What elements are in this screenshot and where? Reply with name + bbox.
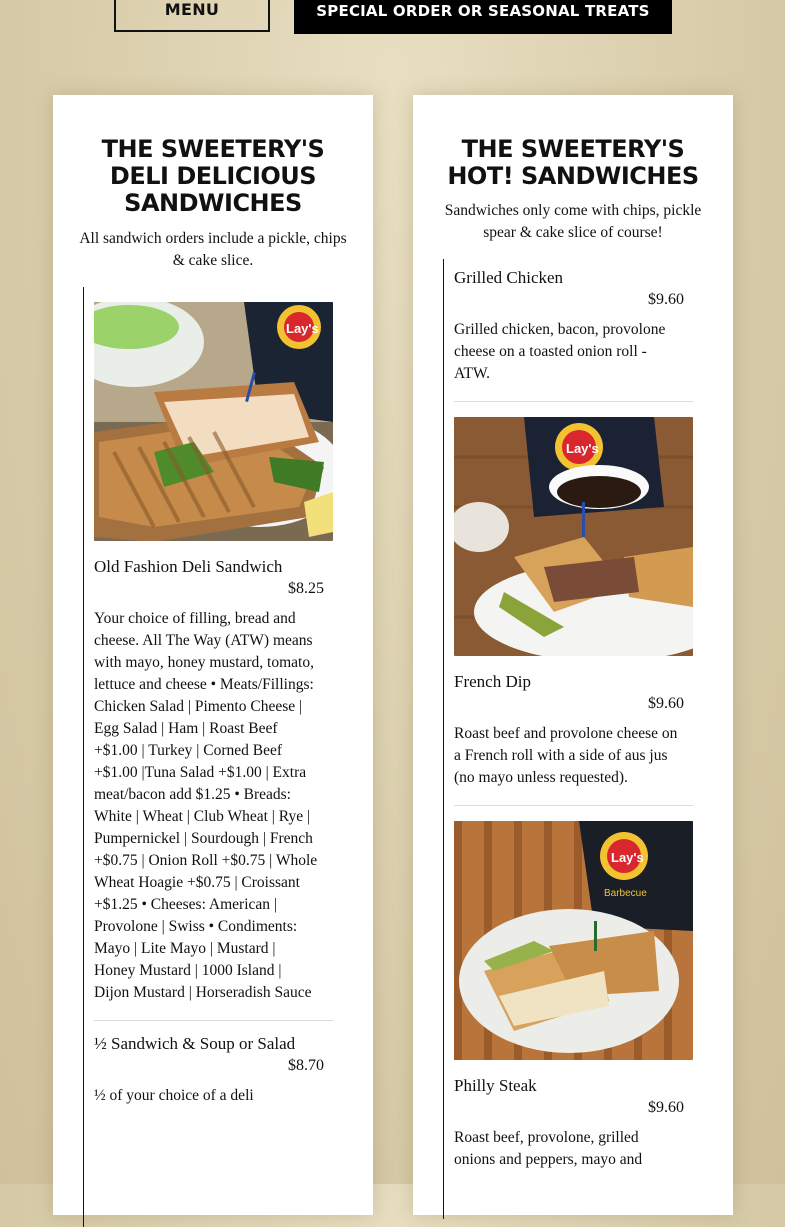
item-price: $8.25 xyxy=(288,580,324,597)
top-tab-bar xyxy=(0,0,785,34)
hot-section-subtitle: Sandwiches only come with chips, pickle spear & cake slice of course! xyxy=(444,202,702,241)
item-name: Grilled Chicken xyxy=(454,268,564,287)
menu-item-half-sandwich[interactable] xyxy=(84,1033,334,1107)
item-description: ½ of your choice of a deli xyxy=(94,1087,254,1104)
chips-brand-label: Lay's xyxy=(286,321,319,336)
chips-brand-label: Lay's xyxy=(611,850,644,865)
item-price: $9.60 xyxy=(648,291,684,308)
menu-item-philly-steak[interactable] xyxy=(444,821,694,1171)
deli-section-subtitle: All sandwich orders include a pickle, chips & cake slice. xyxy=(79,230,347,269)
hot-sandwiches-card xyxy=(413,95,733,1215)
french-dip-photo xyxy=(454,417,693,656)
menu-item-french-dip[interactable] xyxy=(444,417,694,805)
item-name: Philly Steak xyxy=(454,1076,537,1095)
item-price: $8.70 xyxy=(288,1057,324,1074)
menu-tab[interactable]: MENU xyxy=(114,0,270,32)
item-price: $9.60 xyxy=(648,695,684,712)
item-divider xyxy=(454,401,693,402)
menu-item-old-fashion-deli[interactable] xyxy=(84,302,334,1020)
special-order-tab[interactable]: SPECIAL ORDER OR SEASONAL TREATS xyxy=(294,0,672,34)
hot-item-list xyxy=(443,259,704,1219)
deli-sandwiches-card xyxy=(53,95,373,1215)
chips-flavor-label: Barbecue xyxy=(604,888,647,899)
deli-section-title: THE SWEETERY'S DELI DELICIOUS SANDWICHES xyxy=(101,135,325,217)
item-description: Grilled chicken, bacon, provolone cheese on a toasted onion roll - ATW. xyxy=(454,321,666,382)
item-divider xyxy=(94,1020,333,1021)
hot-section-title: THE SWEETERY'S HOT! SANDWICHES xyxy=(447,135,699,190)
deli-item-list xyxy=(83,287,344,1227)
menu-item-grilled-chicken[interactable] xyxy=(444,267,694,401)
item-description: Roast beef, provolone, grilled onions and peppers, mayo and xyxy=(454,1129,643,1168)
item-name: French Dip xyxy=(454,672,531,691)
item-description: Your choice of filling, bread and cheese. All The Way (ATW) means with mayo, honey mustard, tomato, lettuce and cheese • Meats/Fillings: Chicken Salad | Pimento Cheese | Egg Salad | Ham | Roast Beef +$1.00 | Turkey | Corned Beef +$1.00 |Tuna Salad +$1.00 | Extra meat/bacon add $1.25 • Breads: White | Wheat | Club Wheat | Rye | Pumpernickel | Sourdough | French +$0.75 | Onion Roll +$0.75 | Whole Wheat Hoagie +$0.75 | Croissant +$1.25 • Cheeses: American | Provolone | Swiss • Condiments: Mayo | Lite Mayo | Mustard | Honey Mustard | 1000 Island | Dijon Mustard | Horseradish Sauce xyxy=(94,610,318,1001)
item-name: ½ Sandwich & Soup or Salad xyxy=(94,1034,296,1053)
old-fashion-deli-photo xyxy=(94,302,333,541)
philly-steak-photo xyxy=(454,821,693,1060)
item-name: Old Fashion Deli Sandwich xyxy=(94,557,283,576)
item-price: $9.60 xyxy=(648,1099,684,1116)
item-divider xyxy=(454,805,693,806)
item-description: Roast beef and provolone cheese on a French roll with a side of aus jus (no mayo unless requested). xyxy=(454,725,678,786)
chips-brand-label: Lay's xyxy=(566,441,599,456)
